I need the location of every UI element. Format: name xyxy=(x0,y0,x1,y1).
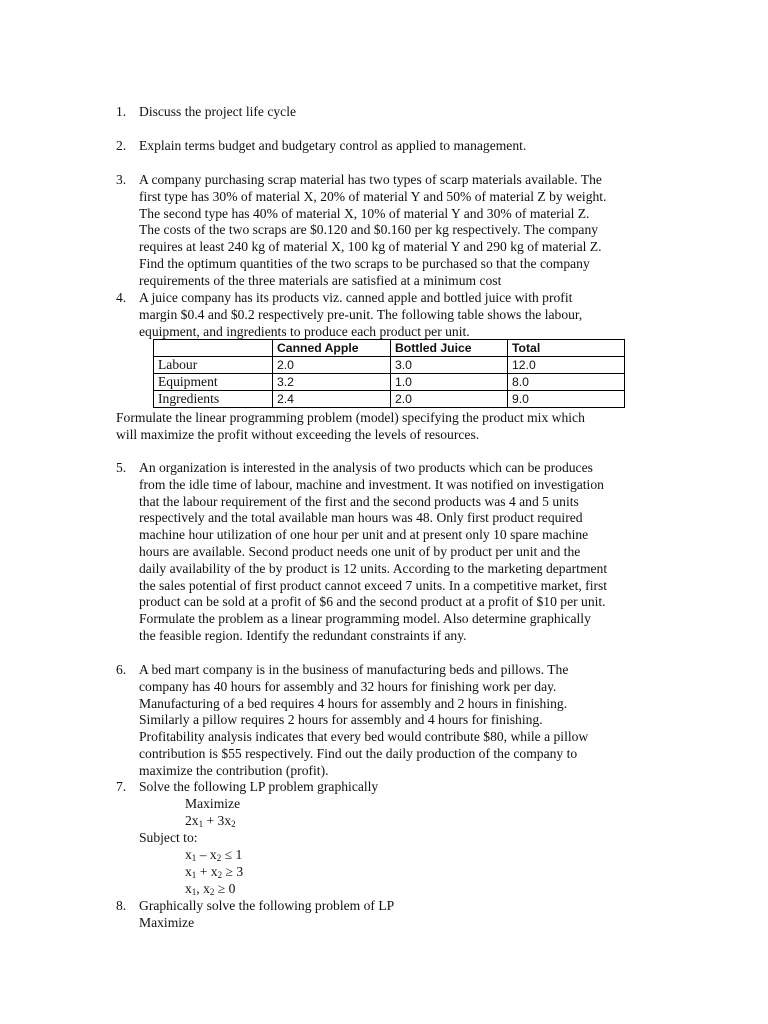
q7-maximize-label: Maximize xyxy=(185,796,241,811)
question-text-line: A bed mart company is in the business of manufacturing beds and pillows. The xyxy=(139,662,569,677)
question-text-line: from the idle time of labour, machine and investment. It was notified on investigation xyxy=(139,476,604,492)
question-text-line: the sales potential of first product cannot exceed 7 units. In a competitive market, first xyxy=(139,577,608,593)
question-8 xyxy=(116,898,686,915)
question-3 xyxy=(116,172,686,290)
q7-constraint-2: $x_1 + x_2 \ge 3$ xyxy=(185,864,244,880)
question-text-line: equipment, and ingredients to produce each product per unit. xyxy=(139,323,470,339)
question-text-line: Manufacturing of a bed requires 4 hours for assembly and 2 hours in finishing. xyxy=(139,695,568,711)
question-text-line: product can be sold at a profit of $6 and the second product at a profit of $10 per unit. xyxy=(139,594,606,610)
question-text: Graphically solve the following problem of LP xyxy=(139,898,395,913)
question-text-line: A company purchasing scrap material has two types of scarp materials available. The xyxy=(139,172,602,187)
question-text-line: respectively and the total available man hours was 48. Only first product required xyxy=(139,510,583,526)
table-header-cell: Total xyxy=(508,340,625,357)
question-text-line: first type has 30% of material X, 20% of material Y and 50% of material Z by weight. xyxy=(139,188,607,204)
q7-subject-to-label: Subject to: xyxy=(139,830,198,845)
question-number: 7. xyxy=(116,779,127,794)
q4-instruction-line: will maximize the profit without exceeding the levels of resources. xyxy=(116,427,480,442)
table-cell: 9.0 xyxy=(508,391,625,408)
question-text-line: The costs of the two scraps are $0.120 and $0.160 per kg respectively. The company xyxy=(139,222,599,238)
table-row-label: Equipment xyxy=(154,374,273,391)
question-text-line: contribution is $55 respectively. Find out the daily production of the company to xyxy=(139,745,578,761)
question-number: 5. xyxy=(116,460,127,475)
question-text-line: the feasible region. Identify the redundant constraints if any. xyxy=(139,627,467,643)
table-cell: 3.0 xyxy=(391,357,508,374)
question-text-line: An organization is interested in the analysis of two products which can be produces xyxy=(139,460,593,475)
question-number: 1. xyxy=(116,104,127,119)
question-number: 8. xyxy=(116,898,127,913)
q7-objective: $2x_1 + 3x_2$ xyxy=(185,813,236,829)
question-number: 6. xyxy=(116,662,127,677)
question-text-line: daily availability of the by product is 12 units. According to the marketing department xyxy=(139,560,608,576)
table-row xyxy=(154,374,625,391)
question-text: Discuss the project life cycle xyxy=(139,104,297,119)
question-number: 4. xyxy=(116,290,127,305)
table-header-cell: Canned Apple xyxy=(273,340,391,357)
table-cell: 2.0 xyxy=(391,391,508,408)
question-6 xyxy=(116,662,686,780)
question-text-line: requires at least 240 kg of material X, 100 kg of material Y and 290 kg of material Z. xyxy=(139,239,602,255)
table-row xyxy=(154,391,625,408)
q8-maximize-label: Maximize xyxy=(139,915,195,930)
question-number: 2. xyxy=(116,138,127,153)
question-2 xyxy=(116,138,686,155)
question-text-line: machine hour utilization of one hour per unit and at present only 10 spare machine xyxy=(139,527,589,543)
resource-table xyxy=(153,339,625,408)
table-cell: 12.0 xyxy=(508,357,625,374)
q7-constraint-1: $x_1 - x_2 \le 1$ xyxy=(185,847,243,863)
table-cell: 2.0 xyxy=(273,357,391,374)
question-number: 3. xyxy=(116,172,127,187)
question-text-line: company has 40 hours for assembly and 32 hours for finishing work per day. xyxy=(139,678,557,694)
question-text: Solve the following LP problem graphically xyxy=(139,779,379,794)
question-text-line: Profitability analysis indicates that every bed would contribute $80, while a pillow xyxy=(139,729,589,745)
table-cell: 8.0 xyxy=(508,374,625,391)
question-text-line: A juice company has its products viz. canned apple and bottled juice with profit xyxy=(139,290,573,305)
q4-instruction-line: Formulate the linear programming problem (model) specifying the product mix which xyxy=(116,410,585,425)
question-text-line: maximize the contribution (profit). xyxy=(139,762,329,778)
question-text-line: Similarly a pillow requires 2 hours for assembly and 4 hours for finishing. xyxy=(139,712,543,728)
q7-constraint-3: $x_1$, $x_2 \ge 0$ xyxy=(185,881,236,897)
question-text-line: hours are available. Second product needs one unit of by product per unit and the xyxy=(139,543,581,559)
table-cell: 2.4 xyxy=(273,391,391,408)
question-7 xyxy=(116,779,686,796)
question-text-line: The second type has 40% of material X, 10% of material Y and 30% of material Z. xyxy=(139,205,590,221)
question-4 xyxy=(116,290,686,340)
question-text-line: Find the optimum quantities of the two scraps to be purchased so that the company xyxy=(139,255,590,271)
question-text-line: Formulate the problem as a linear programming model. Also determine graphically xyxy=(139,611,591,627)
table-cell: 1.0 xyxy=(391,374,508,391)
table-cell: 3.2 xyxy=(273,374,391,391)
table-header-cell xyxy=(154,340,273,357)
question-text: Explain terms budget and budgetary control as applied to management. xyxy=(139,138,527,153)
question-1 xyxy=(116,104,686,121)
table-header-row xyxy=(154,340,625,357)
question-5 xyxy=(116,460,686,645)
table-row-label: Labour xyxy=(154,357,273,374)
question-text-line: that the labour requirement of the first and the second products was 4 and 5 units xyxy=(139,493,579,509)
table-header-cell: Bottled Juice xyxy=(391,340,508,357)
table-row xyxy=(154,357,625,374)
question-text-line: requirements of the three materials are satisfied at a minimum cost xyxy=(139,272,502,288)
table-row-label: Ingredients xyxy=(154,391,273,408)
question-text-line: margin $0.4 and $0.2 respectively pre-unit. The following table shows the labour, xyxy=(139,306,583,322)
